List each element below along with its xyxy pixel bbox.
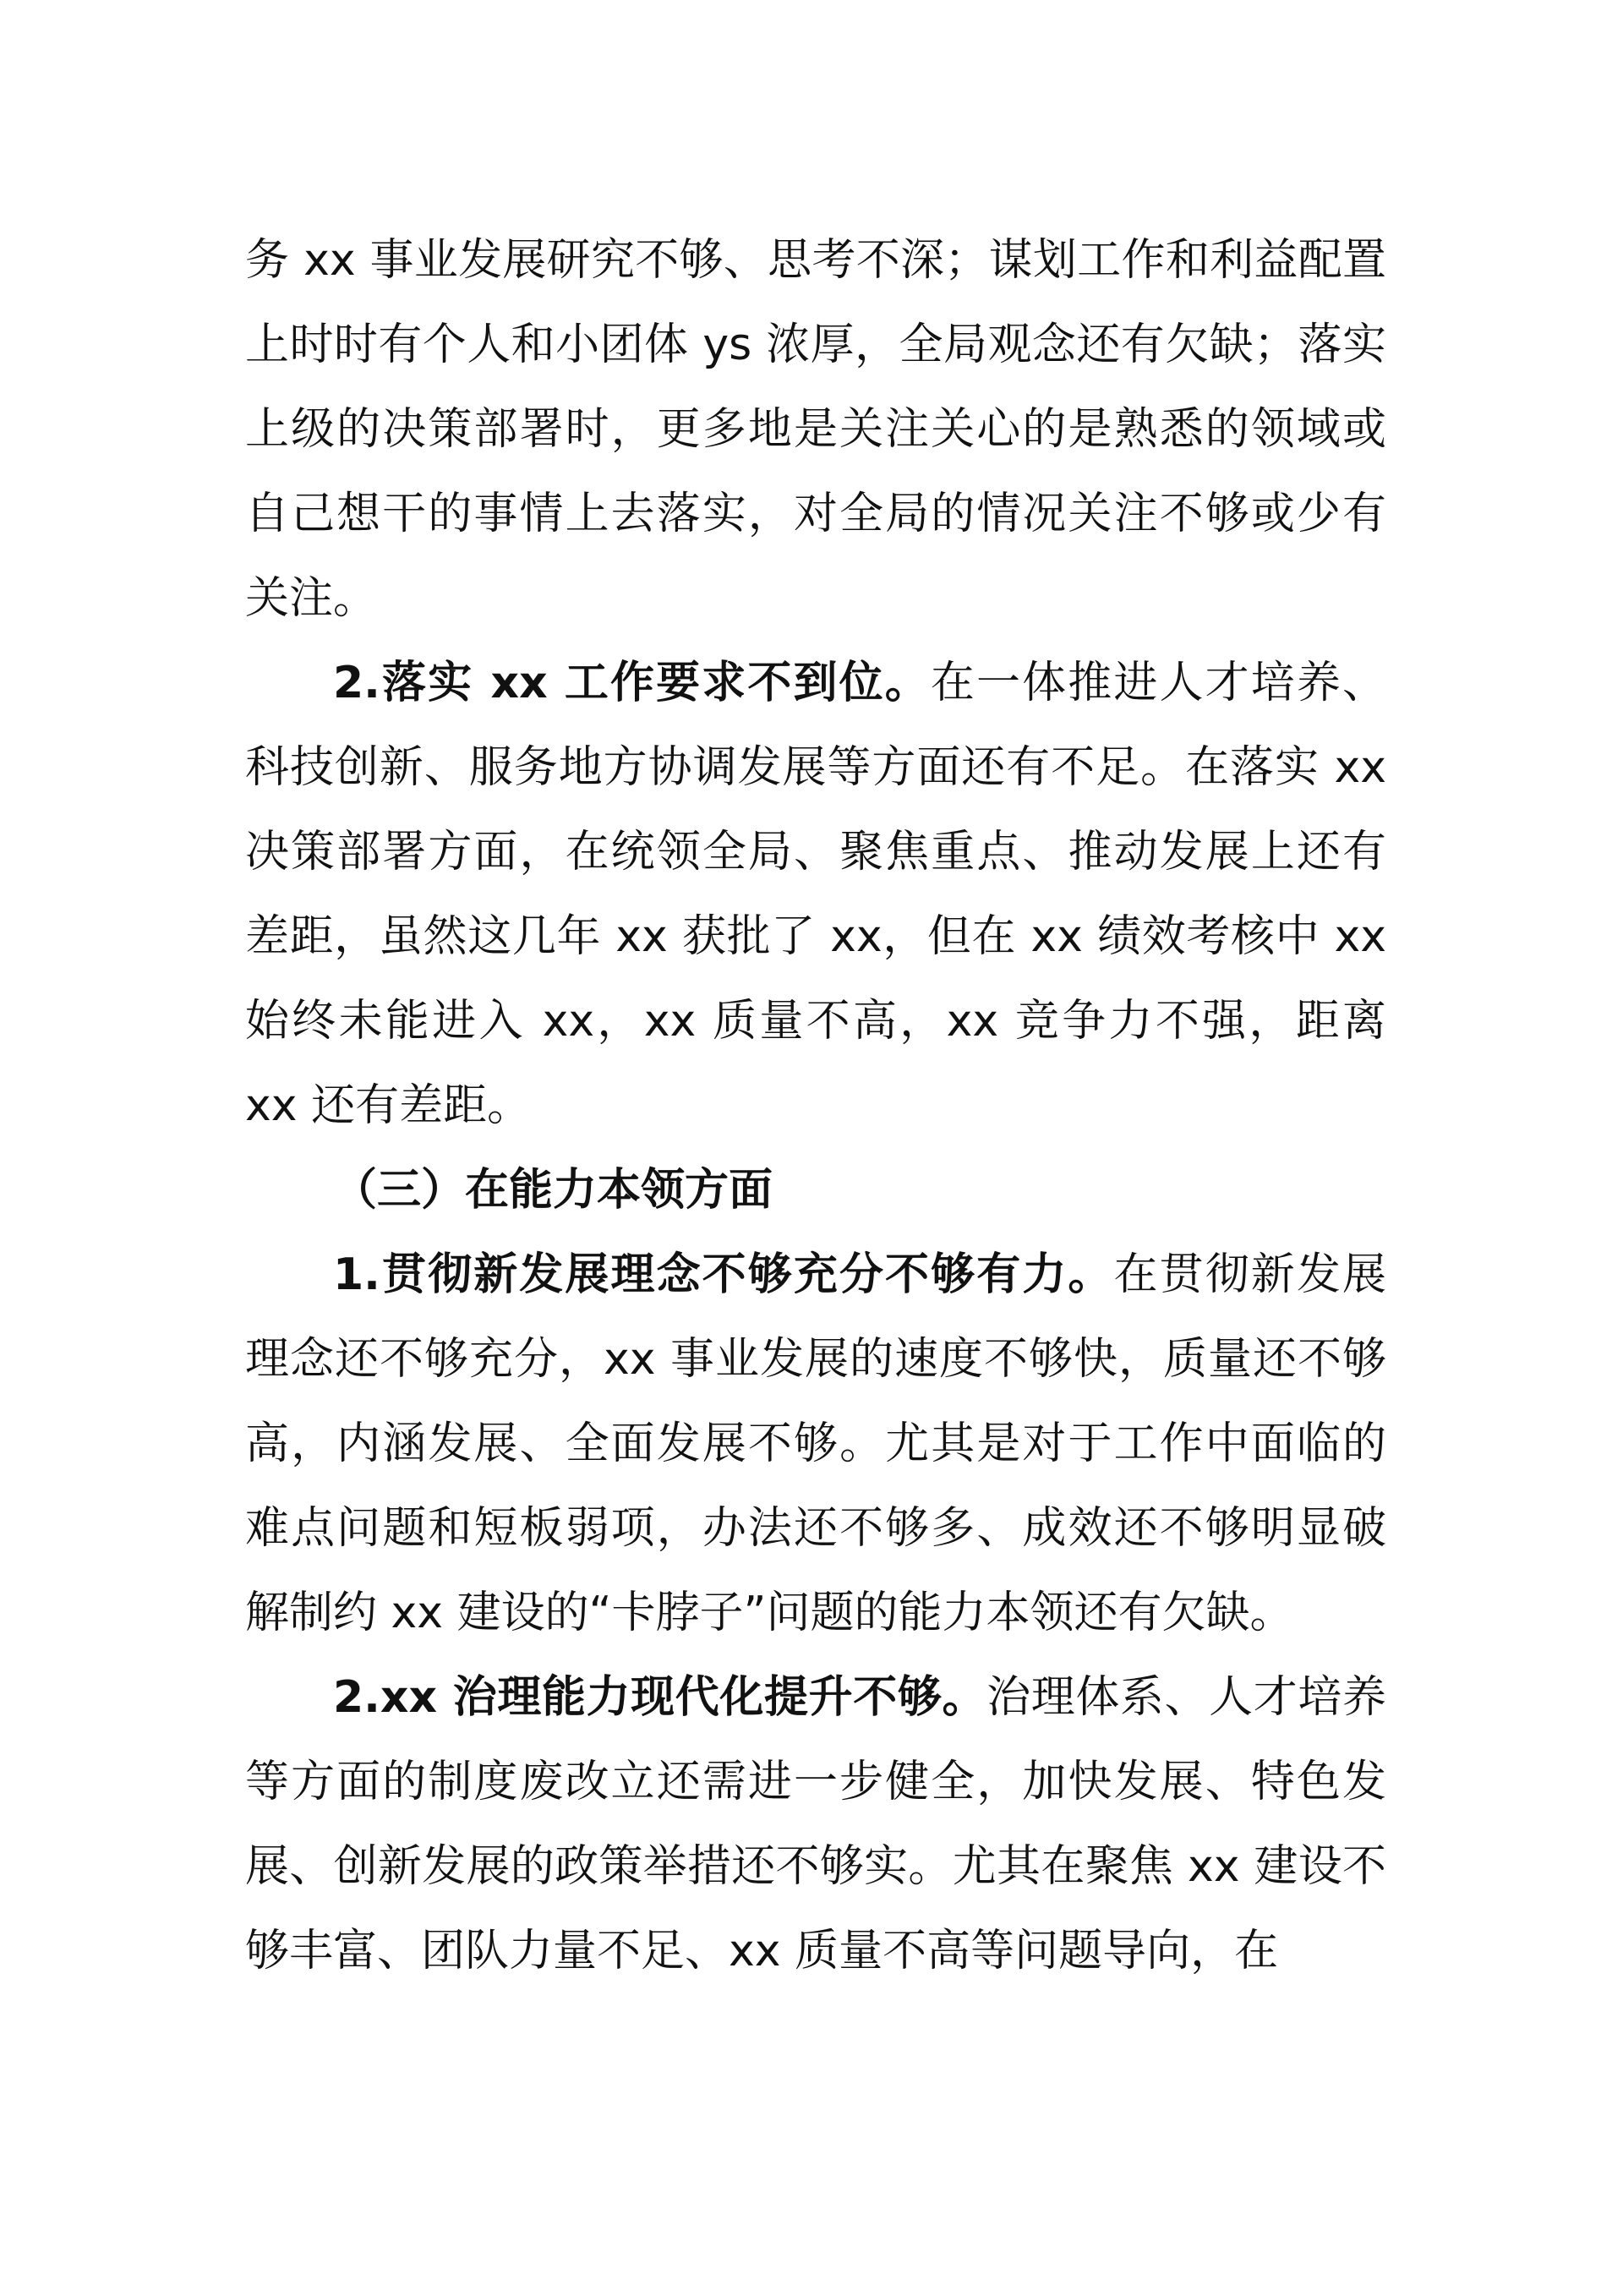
- paragraph-text: 务 xx 事业发展研究不够、思考不深；谋划工作和利益配置上时时有个人和小团体 ys 浓厚，全局观念还有欠缺；落实上级的决策部署时，更多地是关注关心的是熟悉的领域或自己想干的事情上去落实，对全局的情况关注不够或少有关注。: [245, 235, 1386, 624]
- paragraph-lead: 1.贯彻新发展理念不够充分不够有力。: [333, 1249, 1114, 1300]
- paragraph-text: 治理体系、人才培养等方面的制度废改立还需进一步健全，加快发展、特色发展、创新发展的政策举措还不够实。尤其在聚焦 xx 建设不够丰富、团队力量不足、xx 质量不高等问题导向，在: [245, 1672, 1386, 1976]
- section-heading-ability: [245, 1148, 1386, 1233]
- paragraph-lead: 2.落实 xx 工作要求不到位。: [333, 658, 931, 708]
- section-heading-text: （三）在能力本领方面: [333, 1165, 773, 1216]
- paragraph-text: 在贯彻新发展理念还不够充分，xx 事业发展的速度不够快，质量还不够高，内涵发展、全面发展不够。尤其是对于工作中面临的难点问题和短板弱项，办法还不够多、成效还不够明显破解制约 xx 建设的“卡脖子”问题的能力本领还有欠缺。: [245, 1249, 1386, 1638]
- paragraph-item-1-development-concept: [245, 1233, 1386, 1655]
- paragraph-text: 在一体推进人才培养、科技创新、服务地方协调发展等方面还有不足。在落实 xx 决策部署方面，在统领全局、聚焦重点、推动发展上还有差距，虽然这几年 xx 获批了 xx，但在 xx 绩效考核中 xx 始终未能进入 xx，xx 质量不高，xx 竞争力不强，距离 xx 还有差距。: [245, 658, 1386, 1131]
- paragraph-item-2-implementation: [245, 641, 1386, 1148]
- paragraph-continuation: [245, 218, 1386, 641]
- paragraph-lead: 2.xx 治理能力现代化提升不够。: [333, 1672, 987, 1723]
- paragraph-item-2-governance: [245, 1655, 1386, 1993]
- document-body: [245, 218, 1386, 1993]
